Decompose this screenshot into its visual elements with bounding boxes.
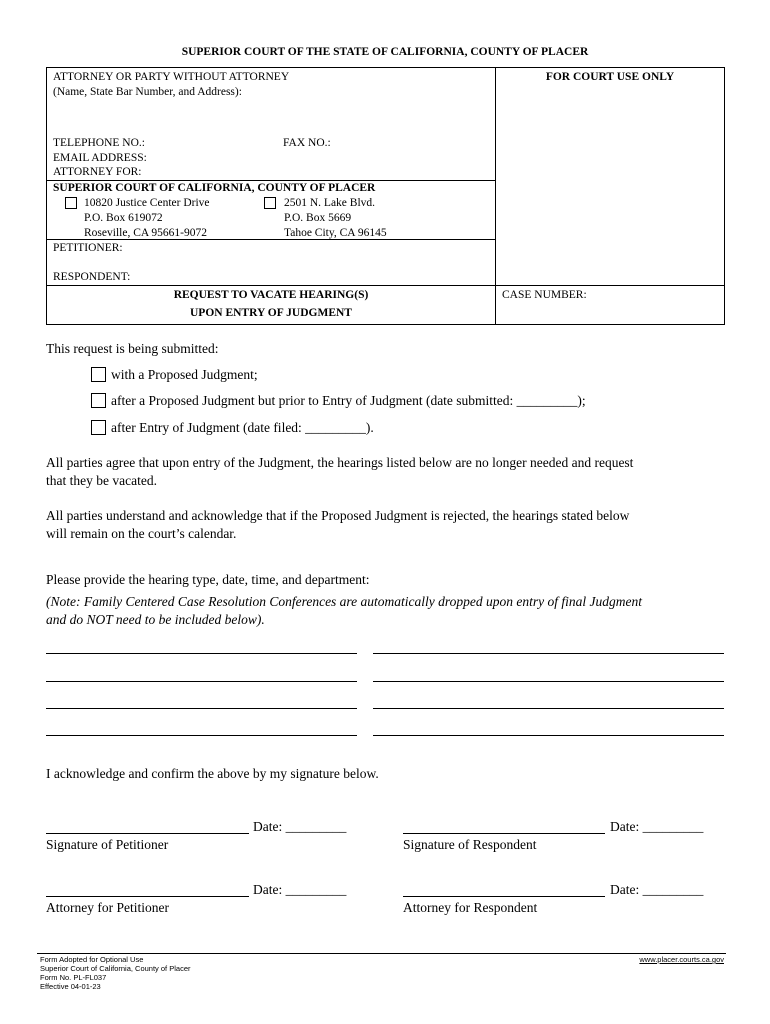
option-prior-entry-checkbox[interactable]	[91, 393, 106, 408]
option-after-entry-label: after Entry of Judgment (date filed: _________).	[111, 420, 374, 435]
court-header: SUPERIOR COURT OF THE STATE OF CALIFORNIA, COUNTY OF PLACER	[181, 46, 589, 58]
caption-right-box	[495, 67, 725, 325]
email-label[interactable]: EMAIL ADDRESS:	[53, 152, 147, 164]
note-line1: (Note: Family Centered Case Resolution Conferences are automatically dropped upon entry of final Judgment	[46, 594, 643, 609]
petitioner-label[interactable]: PETITIONER:	[53, 242, 123, 254]
location-tahoe-line1: 2501 N. Lake Blvd.	[284, 197, 376, 209]
option-with-judgment-checkbox[interactable]	[91, 367, 106, 382]
note-line2: and do NOT need to be included below).	[46, 612, 265, 627]
tahoe-checkbox[interactable]	[264, 197, 276, 209]
attorney-petitioner-date[interactable]: Date: _________	[253, 882, 347, 897]
attorney-respondent-signature-line[interactable]	[403, 896, 605, 897]
attorney-petitioner-label: Attorney for Petitioner	[46, 900, 169, 915]
provide-line: Please provide the hearing type, date, time, and department:	[46, 572, 370, 587]
location-roseville-line3: Roseville, CA 95661-9072	[84, 227, 207, 239]
attorney-petitioner-signature-line[interactable]	[46, 896, 249, 897]
footer-website-link[interactable]: www.placer.courts.ca.gov	[639, 955, 724, 964]
footer-line4: Effective 04-01-23	[40, 982, 101, 991]
signature-petitioner-label: Signature of Petitioner	[46, 837, 169, 852]
hearing-line-right-4[interactable]	[373, 735, 724, 736]
fax-label[interactable]: FAX NO.:	[283, 137, 331, 149]
footer-rule	[37, 953, 726, 954]
respondent-signature-date[interactable]: Date: _________	[610, 819, 704, 834]
location-tahoe-line2: P.O. Box 5669	[284, 212, 352, 224]
signature-respondent-label: Signature of Respondent	[403, 837, 537, 852]
hearing-line-left-2[interactable]	[46, 681, 357, 682]
hearing-line-left-1[interactable]	[46, 653, 357, 654]
hearing-line-left-3[interactable]	[46, 708, 357, 709]
divider-title	[46, 285, 725, 286]
petitioner-signature-line[interactable]	[46, 833, 249, 834]
footer-line2: Superior Court of California, County of Placer	[40, 964, 191, 973]
case-number-label[interactable]: CASE NUMBER:	[502, 289, 587, 301]
roseville-checkbox[interactable]	[65, 197, 77, 209]
location-roseville-line2: P.O. Box 619072	[84, 212, 163, 224]
option-after-entry-checkbox[interactable]	[91, 420, 106, 435]
attorney-label: ATTORNEY OR PARTY WITHOUT ATTORNEY	[53, 71, 290, 83]
agree-para-line1: All parties agree that upon entry of the Judgment, the hearings listed below are no longer needed and request	[46, 455, 634, 470]
option-prior-entry-label: after a Proposed Judgment but prior to Entry of Judgment (date submitted: _________);	[111, 393, 586, 408]
option-with-judgment-label: with a Proposed Judgment;	[111, 367, 258, 382]
footer-line3: Form No. PL-FL037	[40, 973, 107, 982]
understand-para-line1: All parties understand and acknowledge that if the Proposed Judgment is rejected, the hearings stated below	[46, 508, 630, 523]
location-roseville-line1: 10820 Justice Center Drive	[84, 197, 210, 209]
understand-para-line2: will remain on the court’s calendar.	[46, 526, 237, 541]
hearing-line-right-2[interactable]	[373, 681, 724, 682]
attorney-respondent-date[interactable]: Date: _________	[610, 882, 704, 897]
attorney-for-label[interactable]: ATTORNEY FOR:	[53, 166, 142, 178]
hearing-line-right-1[interactable]	[373, 653, 724, 654]
court-use-label: FOR COURT USE ONLY	[545, 71, 675, 83]
agree-para-line2: that they be vacated.	[46, 473, 157, 488]
attorney-sublabel: (Name, State Bar Number, and Address):	[53, 86, 242, 98]
hearing-line-right-3[interactable]	[373, 708, 724, 709]
telephone-label[interactable]: TELEPHONE NO.:	[53, 137, 145, 149]
acknowledge-line: I acknowledge and confirm the above by my signature below.	[46, 766, 379, 781]
form-title-line2: UPON ENTRY OF JUDGMENT	[190, 307, 352, 319]
footer-line1: Form Adopted for Optional Use	[40, 955, 144, 964]
respondent-signature-line[interactable]	[403, 833, 605, 834]
court-name: SUPERIOR COURT OF CALIFORNIA, COUNTY OF PLACER	[53, 182, 376, 194]
location-tahoe-line3: Tahoe City, CA 96145	[284, 227, 387, 239]
form-title-line1: REQUEST TO VACATE HEARING(S)	[173, 289, 369, 301]
petitioner-signature-date[interactable]: Date: _________	[253, 819, 347, 834]
attorney-respondent-label: Attorney for Respondent	[403, 900, 538, 915]
submitted-intro: This request is being submitted:	[46, 341, 219, 356]
hearing-line-left-4[interactable]	[46, 735, 357, 736]
respondent-label[interactable]: RESPONDENT:	[53, 271, 131, 283]
